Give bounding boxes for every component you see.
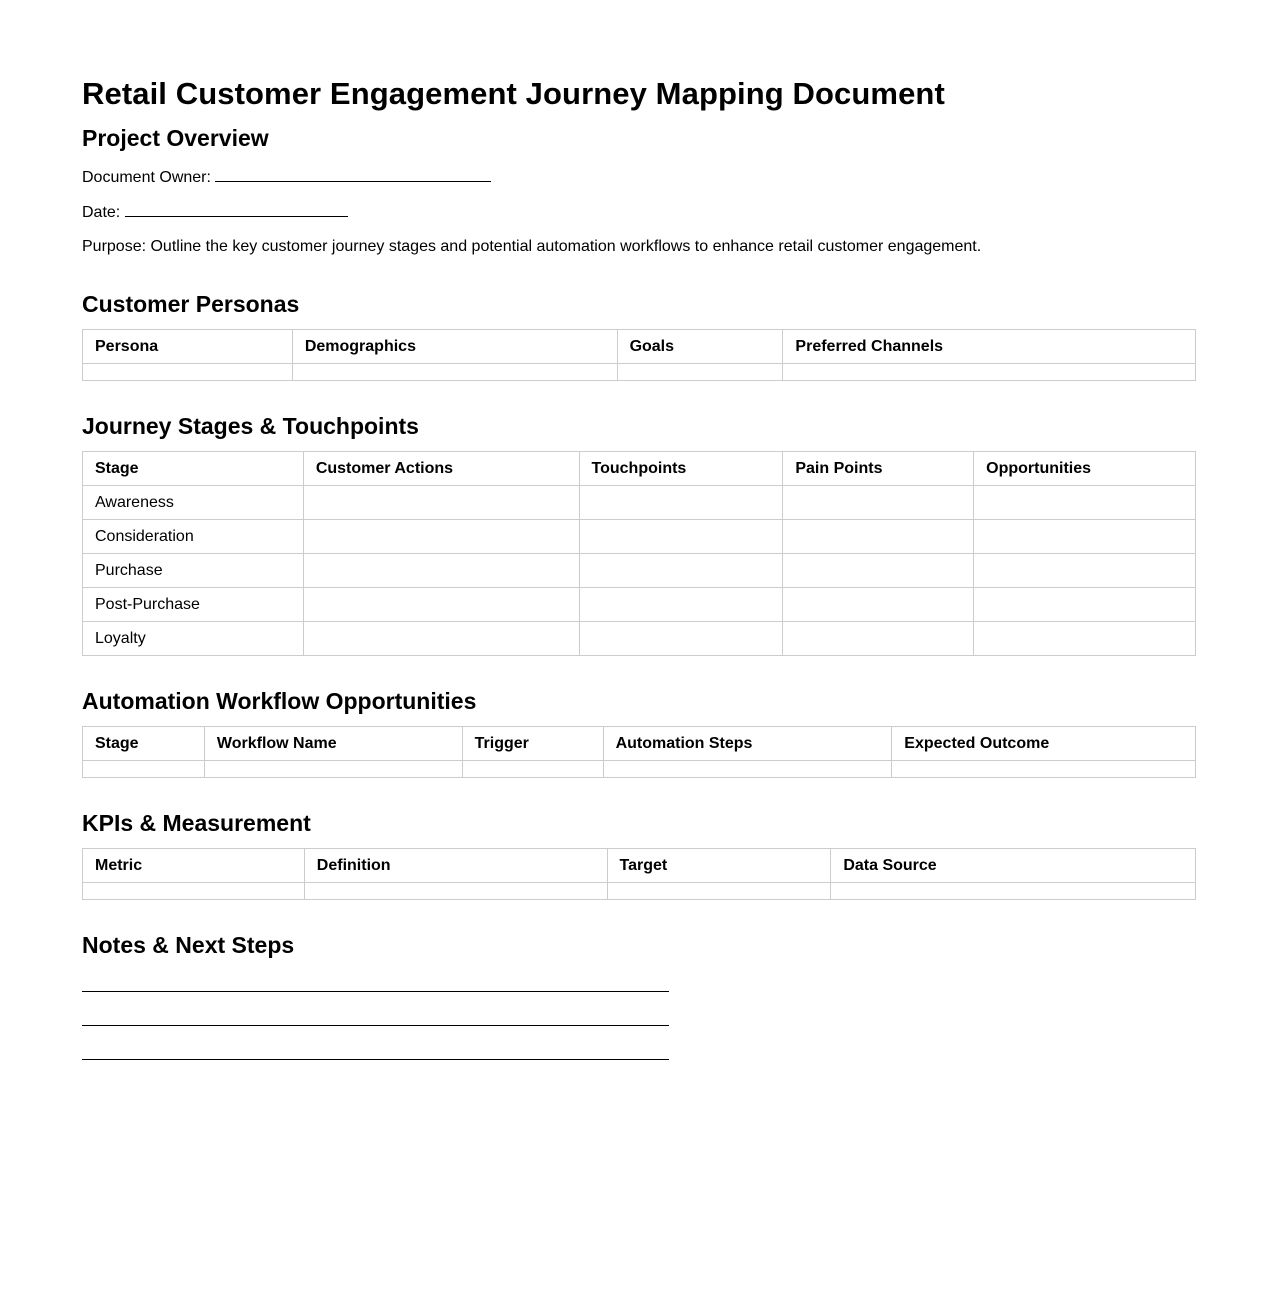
table-cell[interactable] [83,883,305,900]
table-cell[interactable] [579,588,783,622]
date-blank[interactable] [125,202,348,217]
table-row [83,486,1196,520]
table-cell[interactable] [603,761,892,778]
table-cell[interactable] [974,554,1196,588]
table-header-row [83,727,1196,761]
table-cell[interactable] [783,554,974,588]
table-cell[interactable] [579,486,783,520]
column-header: Persona [83,330,293,364]
table-cell[interactable] [974,520,1196,554]
column-header: Opportunities [974,452,1196,486]
table-cell[interactable] [974,486,1196,520]
column-header: Touchpoints [579,452,783,486]
column-header: Metric [83,849,305,883]
table-cell[interactable] [974,622,1196,656]
table-cell[interactable] [204,761,462,778]
column-header: Trigger [462,727,603,761]
stage-cell: Loyalty [83,622,304,656]
customer-personas-heading: Customer Personas [82,291,300,317]
document-title: Retail Customer Engagement Journey Mapping Document [82,76,945,111]
purpose-text: Purpose: Outline the key customer journey stages and potential automation workflows to enhance retail customer engagement. [82,238,982,255]
document-owner-blank[interactable] [215,167,491,182]
table-cell[interactable] [607,883,831,900]
table-header-row [83,330,1196,364]
table-cell[interactable] [783,364,1196,381]
notes-heading: Notes & Next Steps [82,932,295,958]
table-cell[interactable] [579,554,783,588]
table-row [83,622,1196,656]
date-field [82,202,1196,223]
table-cell[interactable] [462,761,603,778]
table-cell[interactable] [617,364,783,381]
date-label: Date: [82,204,121,221]
table-cell[interactable] [579,622,783,656]
table-cell[interactable] [303,588,579,622]
table-cell[interactable] [303,486,579,520]
project-overview-heading: Project Overview [82,125,269,151]
table-cell[interactable] [892,761,1196,778]
column-header: Data Source [831,849,1196,883]
table-cell[interactable] [303,520,579,554]
column-header: Expected Outcome [892,727,1196,761]
table-cell[interactable] [83,761,205,778]
customer-personas-table [82,329,1196,381]
journey-stages-heading: Journey Stages & Touchpoints [82,413,419,439]
column-header: Stage [83,727,205,761]
column-header: Goals [617,330,783,364]
table-cell[interactable] [304,883,607,900]
table-cell[interactable] [783,486,974,520]
table-row [83,364,1196,381]
stage-cell: Purchase [83,554,304,588]
document-owner-label: Document Owner: [82,169,211,186]
notes-line[interactable] [82,991,669,992]
automation-workflow-heading: Automation Workflow Opportunities [82,688,477,714]
table-header-row [83,452,1196,486]
table-cell[interactable] [831,883,1196,900]
notes-line[interactable] [82,1059,669,1060]
table-cell[interactable] [292,364,617,381]
column-header: Automation Steps [603,727,892,761]
table-row [83,554,1196,588]
table-cell[interactable] [783,520,974,554]
kpis-table [82,848,1196,900]
column-header: Pain Points [783,452,974,486]
stage-cell: Post-Purchase [83,588,304,622]
table-cell[interactable] [974,588,1196,622]
document-owner-field [82,167,1196,188]
table-cell[interactable] [783,588,974,622]
table-cell[interactable] [303,554,579,588]
journey-stages-table [82,451,1196,656]
table-cell[interactable] [783,622,974,656]
table-cell[interactable] [83,364,293,381]
table-header-row [83,849,1196,883]
table-row [83,588,1196,622]
kpis-heading: KPIs & Measurement [82,810,311,836]
table-row [83,520,1196,554]
table-row [83,761,1196,778]
table-cell[interactable] [303,622,579,656]
column-header: Definition [304,849,607,883]
column-header: Demographics [292,330,617,364]
stage-cell: Consideration [83,520,304,554]
column-header: Preferred Channels [783,330,1196,364]
column-header: Stage [83,452,304,486]
automation-workflow-table [82,726,1196,778]
column-header: Workflow Name [204,727,462,761]
column-header: Customer Actions [303,452,579,486]
column-header: Target [607,849,831,883]
table-cell[interactable] [579,520,783,554]
stage-cell: Awareness [83,486,304,520]
notes-line[interactable] [82,1025,669,1026]
table-row [83,883,1196,900]
